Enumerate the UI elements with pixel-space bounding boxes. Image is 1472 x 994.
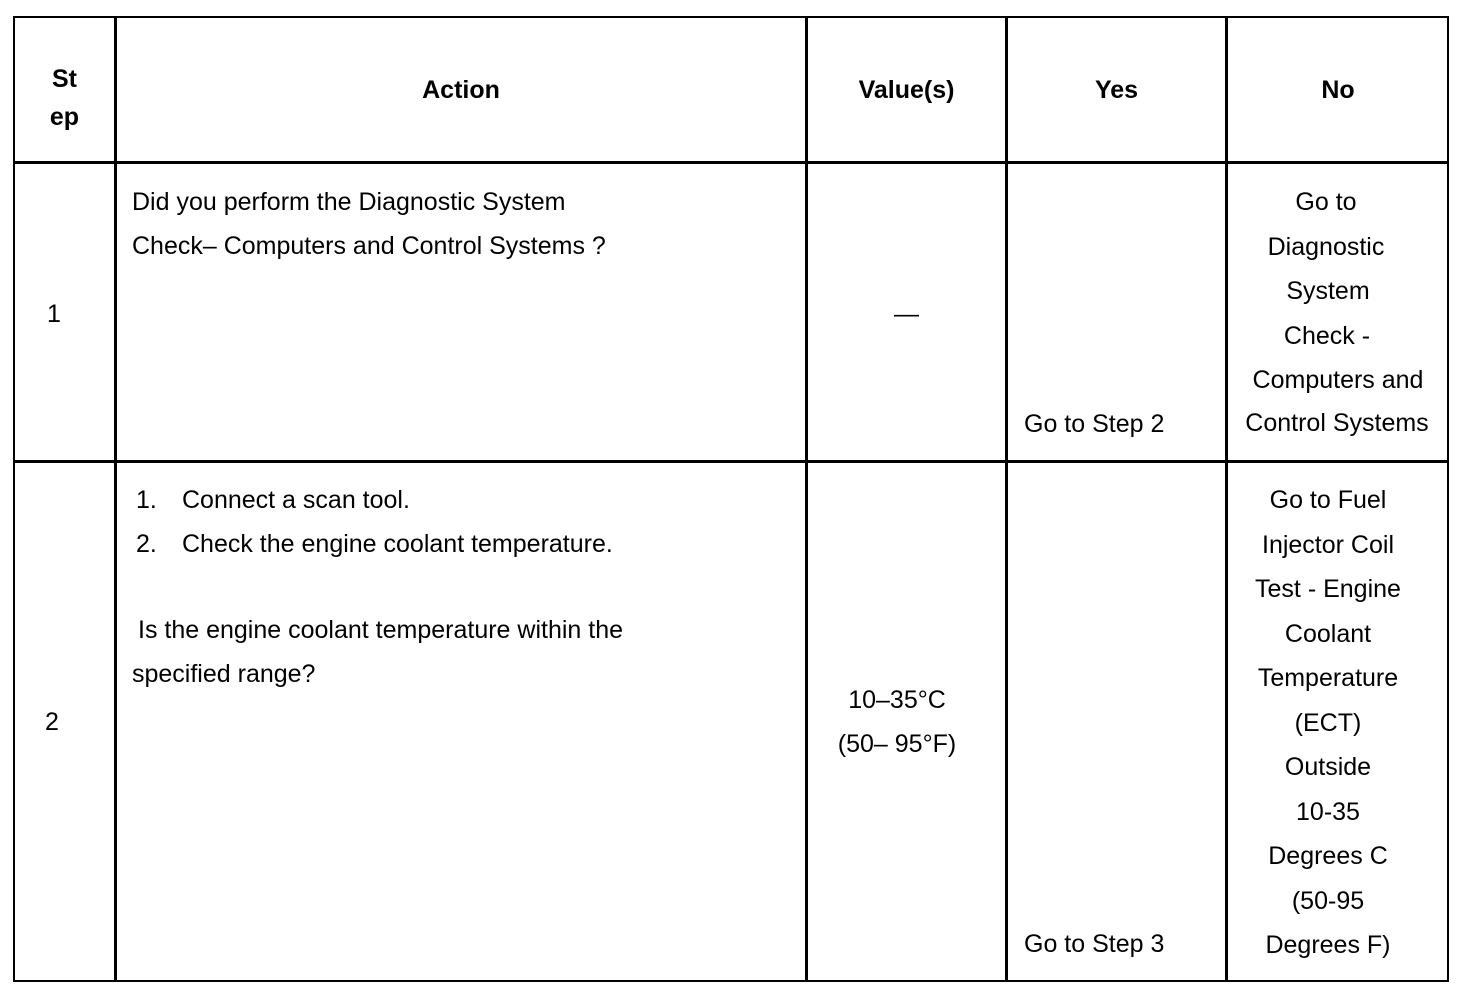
header-no: No <box>1321 75 1355 104</box>
no-text <box>1228 180 1446 443</box>
no-line: Go to <box>1295 188 1357 216</box>
list-item-text: Connect a scan tool. <box>182 486 410 514</box>
row-divider-step1 <box>13 460 1449 463</box>
yes-text: Go to Step 3 <box>1024 930 1165 958</box>
action-text <box>132 478 802 696</box>
no-line: Degrees F) <box>1265 931 1391 959</box>
action-steps-list <box>132 478 802 566</box>
header-yes: Yes <box>1094 75 1139 104</box>
list-item-number: 2. <box>136 530 157 558</box>
header-action: Action <box>422 75 500 104</box>
question-line: specified range? <box>132 660 316 688</box>
action-text <box>132 180 802 268</box>
no-line: Degrees C <box>1268 842 1388 870</box>
no-line: Diagnostic <box>1267 232 1385 261</box>
no-line: Computers and <box>1252 366 1424 394</box>
value-line: 10–35°C <box>848 686 946 714</box>
value-line: (50– 95°F) <box>837 730 957 758</box>
list-item-number: 1. <box>136 486 157 514</box>
list-item <box>132 522 802 566</box>
no-line: Check - <box>1283 321 1371 350</box>
no-line: (50-95 <box>1291 886 1365 915</box>
row-divider-header <box>13 161 1449 164</box>
value-text: — <box>894 300 919 328</box>
action-line: Check– Computers and Control Systems ? <box>132 232 606 260</box>
step-number: 2 <box>45 708 59 736</box>
no-line: Control Systems <box>1245 408 1429 437</box>
header-step-line2: ep <box>49 103 80 131</box>
action-line: Did you perform the Diagnostic System <box>132 188 566 216</box>
no-line: 10-35 <box>1296 797 1360 826</box>
no-line: Temperature <box>1257 664 1399 692</box>
header-step-line1: St <box>52 65 77 93</box>
step-number: 1 <box>47 300 61 328</box>
header-step <box>15 60 114 160</box>
no-line: Go to Fuel <box>1269 486 1387 514</box>
question-line: Is the engine coolant temperature within the <box>138 616 624 644</box>
no-line: (ECT) <box>1294 708 1362 737</box>
no-text <box>1228 478 1428 968</box>
yes-text: Go to Step 2 <box>1024 410 1165 438</box>
list-item <box>132 478 802 522</box>
no-line: System <box>1286 277 1370 305</box>
no-line: Outside <box>1284 753 1372 781</box>
header-values: Value(s) <box>858 75 955 104</box>
no-line: Coolant <box>1284 619 1372 648</box>
value-text <box>808 678 986 766</box>
no-line: Test - Engine <box>1255 575 1401 603</box>
list-item-text: Check the engine coolant temperature. <box>182 530 613 558</box>
no-line: Injector Coil <box>1262 530 1394 559</box>
